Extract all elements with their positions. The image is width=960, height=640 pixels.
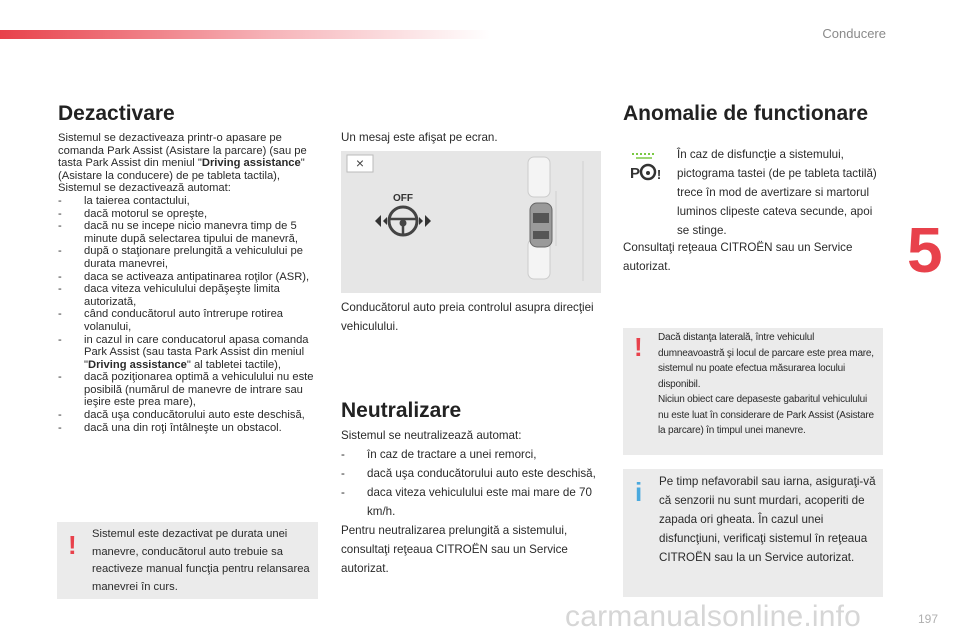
list-item: - dacă motorul se opreşte, [58, 207, 208, 220]
svg-text:!: ! [656, 167, 662, 182]
anomalie-info-text: Pe timp nefavorabil sau iarna, asiguraţi-vă că senzorii nu sunt murdari, acoperiti de zapada ori gheata. În cazul unei disfuncţiuni, verificaţi sistemul în reţeaua CITROËN sau la un Service autorizat. [659, 475, 876, 564]
list-item: - când conducătorul auto întrerupe rotirea volanului, [58, 308, 284, 333]
neutralizare-auto-line: Sistemul se neutralizează automat: [341, 429, 522, 442]
off-label: OFF [393, 193, 413, 204]
neutralizare-footer: Pentru neutralizarea prelungită a sistemului, consultaţi reţeaua CITROËN sau un Service autorizat. [341, 524, 568, 575]
neutralizare-body [341, 426, 603, 578]
warning-paragraph: Niciun obiect care depaseste gabaritul vehiculului nu este luat în considerare de Park Assist (Asistare la parcare) în timpul unei manevre. [658, 394, 874, 436]
park-assist-off-illustration [341, 151, 601, 293]
page-number: 197 [917, 612, 938, 626]
anomalie-text: În caz de disfuncţie a sistemului, pictograma tastei (de pe tableta tactilă) trece în mod de avertizare si martorul luminos clipeste cateva secunde, apoi se stinge. [677, 148, 877, 237]
left-arrows-icon [375, 215, 387, 227]
chapter-number: 5 [907, 214, 943, 286]
list-item: - in cazul in care conducatorul apasa comanda Park Assist (sau tasta Park Assist din meniul "Driving assistance" al tabletei tactile), [58, 333, 309, 371]
steering-wheel-icon [389, 207, 417, 235]
warning-icon: ! [634, 332, 643, 362]
park-assist-warning-indicator-icon [626, 150, 662, 184]
neutralizare-heading: Neutralizare [341, 399, 462, 422]
dezactivare-warning-box [57, 522, 318, 599]
anomalie-consult: Consultaţi reţeaua CITROËN sau un Service autorizat. [623, 241, 853, 273]
info-icon: i [635, 477, 643, 507]
list-item: - în caz de tractare a unei remorci, [341, 448, 537, 461]
section-title: Conducere [822, 26, 886, 41]
screen-caption: Conducătorul auto preia controlul asupra direcţiei vehiculului. [341, 301, 594, 333]
list-item: - dacă uşa conducătorului auto este deschisă, [58, 409, 305, 422]
right-arrows-icon [419, 215, 431, 227]
list-item: - după o staţionare prelungită a vehiculului pe durata manevrei, [58, 245, 303, 270]
list-item: - daca viteza vehiculului depăşeşte limita autorizată, [58, 283, 280, 308]
list-item: - daca viteza vehiculului este mai mare de 70 km/h. [341, 486, 592, 518]
list-item: - daca se activeaza antipatinarea roţilor (ASR), [58, 270, 310, 283]
dezactivare-body [58, 132, 314, 434]
dezactivare-intro: Sistemul se dezactiveaza printr-o apasare pe comanda Park Assist (Asistare la parcare) (sau pe tasta Park Assist din meniul "Driving assistance" (Asistare la conducere) de pe tableta tactila), [58, 132, 307, 182]
warning-paragraph: Dacă distanţa laterală, între vehiculul dumneavoastră şi locul de parcare este prea mare, sistemul nu poate efectua măsurarea locului disponibil. [658, 332, 874, 390]
close-icon: × [355, 155, 365, 171]
list-item: - dacă poziţionarea optimă a vehiculului nu este posibilă (numărul de manevre de intrare sau ieşire este prea mare), [58, 371, 314, 409]
list-item: - dacă una din roţi întâlneşte un obstacol. [58, 421, 282, 434]
list-item: - la taierea contactului, [58, 194, 190, 207]
dezactivare-auto-line: Sistemul se dezactivează automat: [58, 182, 231, 195]
anomalie-info-box [623, 469, 883, 597]
screen-message: Un mesaj este afişat pe ecran. [341, 131, 498, 144]
header-accent-bar [0, 30, 490, 39]
dezactivare-warning-text: Sistemul este dezactivat pe durata unei manevre, conducătorul auto trebuie sa reactiveze manual funcţia pentru relansarea manevrei în curs. [92, 528, 310, 593]
park-assist-screen-svg [341, 151, 601, 293]
list-item: - dacă uşa conducătorului auto este deschisă, [341, 467, 596, 480]
car-icon [530, 203, 552, 247]
anomalie-heading: Anomalie de functionare [623, 102, 869, 125]
watermark: carmanualsonline.info [565, 600, 862, 633]
list-item: - dacă nu se incepe nicio manevra timp de 5 minute după selectarea tipului de manevră, [58, 220, 298, 245]
dezactivare-heading: Dezactivare [58, 102, 175, 125]
svg-text:P: P [629, 165, 641, 182]
anomalie-warning-box [623, 328, 883, 455]
warning-icon: ! [68, 530, 77, 560]
anomalie-warning-text [658, 330, 879, 439]
